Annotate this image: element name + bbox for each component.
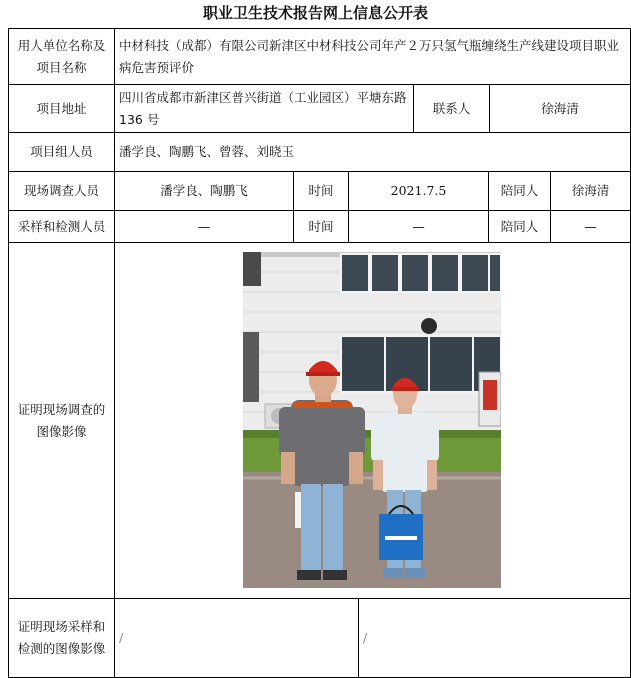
page-title: 职业卫生技术报告网上信息公开表 [202,4,428,22]
unit-project-label: 用人单位名称及项目名称 [8,28,115,85]
sampling-value: — [114,210,294,243]
address-value: 四川省成都市新津区普兴街道（工业园区）平塘东路 136 号 [114,84,414,133]
sampling-time-value: — [348,210,489,243]
survey-accompany-value: 徐海清 [550,171,631,211]
survey-value: 潘学良、陶鹏飞 [114,171,294,211]
survey-photo-label: 证明现场调查的图像影像 [8,242,115,599]
survey-label: 现场调查人员 [8,171,115,211]
sampling-accompany-label: 陪同人 [488,210,551,243]
contact-label: 联系人 [413,84,490,133]
site-survey-photo [243,252,501,588]
survey-accompany-label: 陪同人 [488,171,551,211]
sampling-accompany-value: — [550,210,631,243]
contact-value: 徐海清 [489,84,631,133]
sampling-time-label: 时间 [293,210,349,243]
survey-time-value: 2021.7.5 [348,171,489,211]
unit-project-value: 中材科技（成都）有限公司新津区中材科技公司年产２万只氢气瓶缠绕生产线建设项目职业病危害预评价 [114,28,631,85]
team-value: 潘学良、陶鹏飞、曾蓉、刘晓玉 [114,132,631,172]
sampling-photo-label: 证明现场采样和检测的图像影像 [8,598,115,678]
sampling-photo-value-1: / [114,598,359,678]
team-label: 项目组人员 [8,132,115,172]
address-label: 项目地址 [8,84,115,133]
sampling-label: 采样和检测人员 [8,210,115,243]
sampling-photo-value-2: / [358,598,631,678]
survey-time-label: 时间 [293,171,349,211]
